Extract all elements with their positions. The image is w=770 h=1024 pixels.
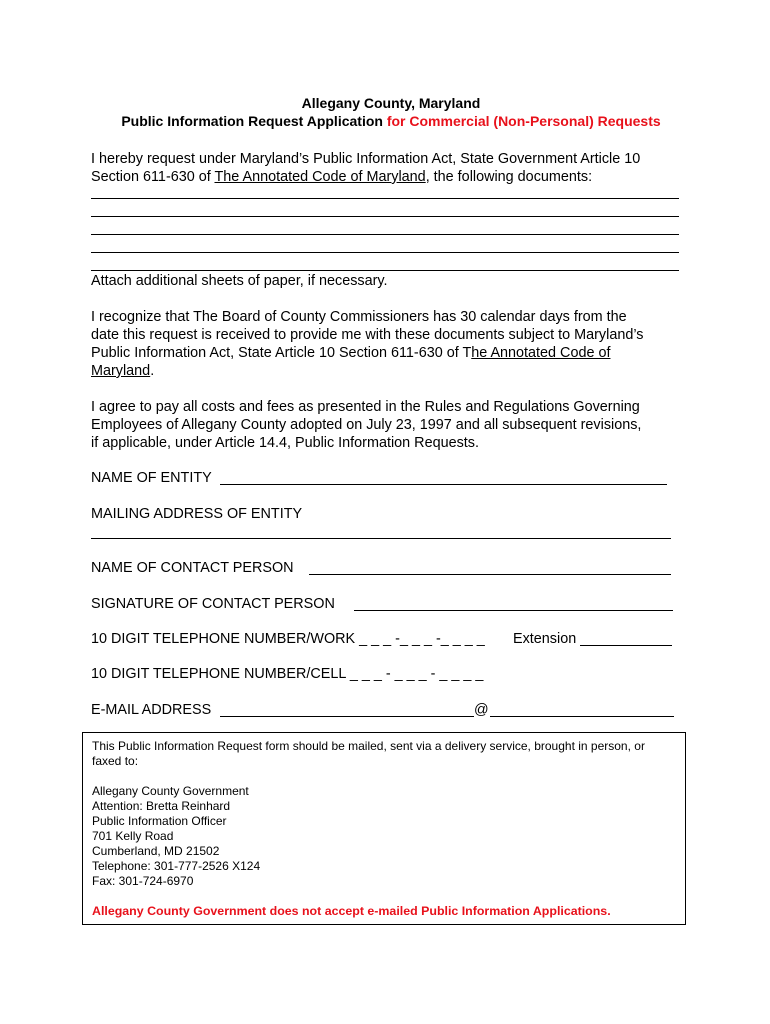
subtitle-commercial: for Commercial (Non-Personal) Requests — [386, 113, 661, 129]
document-line-2[interactable] — [91, 216, 679, 217]
agree-line-1: I agree to pay all costs and fees as presented in the Rules and Regulations Governing — [91, 399, 640, 415]
document-line-1[interactable] — [91, 198, 679, 199]
notice-line-1: This Public Information Request form should be mailed, sent via a delivery service, brought in person, or — [92, 739, 645, 753]
recognize-period: . — [150, 363, 155, 379]
recognize-line-3-text: Public Information Act, State Article 10 Section 611-630 of T — [91, 345, 472, 361]
recognize-paragraph — [91, 308, 691, 380]
contact-name-input[interactable] — [309, 574, 671, 575]
extension-input[interactable] — [580, 645, 672, 646]
email-at-sign: @ — [474, 702, 489, 718]
mailing-address-input[interactable] — [91, 538, 671, 539]
request-intro-end: , the following documents: — [425, 169, 593, 185]
entity-name-label: NAME OF ENTITY — [91, 470, 212, 486]
entity-name-input[interactable] — [220, 484, 667, 485]
request-intro-line-1: I hereby request under Maryland’s Public Information Act, State Government Article 10 — [91, 151, 641, 167]
email-label: E-MAIL ADDRESS — [91, 702, 212, 718]
cell-phone-field[interactable]: 10 DIGIT TELEPHONE NUMBER/CELL _ _ _ - _ _ _ - _ _ _ _ — [91, 666, 484, 682]
recognize-line-2: date this request is received to provide me with these documents subject to Maryland’s — [91, 327, 644, 343]
extension-label: Extension — [513, 631, 577, 647]
work-phone-field[interactable]: 10 DIGIT TELEPHONE NUMBER/WORK _ _ _ -_ _ _ -_ _ _ _ — [91, 631, 485, 647]
notice-line-2: faxed to: — [92, 754, 139, 768]
agree-line-2: Employees of Allegany County adopted on July 23, 1997 and all subsequent revisions, — [91, 417, 642, 433]
document-line-3[interactable] — [91, 234, 679, 235]
request-intro-text: Section 611-630 of — [91, 169, 215, 185]
address-line-7: Fax: 301-724-6970 — [92, 874, 194, 888]
address-line-3: Public Information Officer — [92, 814, 227, 828]
mailing-address-label: MAILING ADDRESS OF ENTITY — [91, 506, 303, 522]
notice-spacer-2 — [92, 889, 676, 904]
email-domain-input[interactable] — [490, 716, 674, 717]
address-line-6: Telephone: 301-777-2526 X124 — [92, 859, 261, 873]
recognize-line-4 — [91, 362, 691, 380]
recognize-line-1: I recognize that The Board of County Commissioners has 30 calendar days from the — [91, 309, 627, 325]
form-header — [91, 94, 691, 130]
request-intro-line-2 — [91, 168, 691, 186]
request-paragraph — [91, 150, 691, 186]
address-line-4: 701 Kelly Road — [92, 829, 174, 843]
address-line-2: Attention: Bretta Reinhard — [92, 799, 231, 813]
agree-line-3: if applicable, under Article 14.4, Public Information Requests. — [91, 435, 479, 451]
attach-note: Attach additional sheets of paper, if necessary. — [91, 273, 388, 289]
email-warning: Allegany County Government does not accept e-mailed Public Information Applications. — [92, 904, 611, 918]
submission-notice-box — [82, 732, 686, 925]
agree-paragraph — [91, 398, 691, 452]
document-line-4[interactable] — [91, 252, 679, 253]
document-line-5[interactable] — [91, 270, 679, 271]
subtitle-main: Public Information Request Application — [121, 113, 383, 129]
address-line-5: Cumberland, MD 21502 — [92, 844, 220, 858]
signature-input[interactable] — [354, 610, 673, 611]
email-user-input[interactable] — [220, 716, 474, 717]
signature-label: SIGNATURE OF CONTACT PERSON — [91, 596, 335, 612]
notice-spacer — [92, 769, 676, 784]
form-title: Allegany County, Maryland — [301, 95, 481, 111]
recognize-maryland: Maryland — [91, 363, 151, 379]
contact-name-label: NAME OF CONTACT PERSON — [91, 560, 294, 576]
form-subtitle — [91, 112, 691, 130]
annotated-code-title: The Annotated Code of Maryland — [214, 169, 426, 185]
address-line-1: Allegany County Government — [92, 784, 249, 798]
recognize-annotated-code: he Annotated Code of — [471, 345, 611, 361]
recognize-line-3 — [91, 344, 691, 362]
